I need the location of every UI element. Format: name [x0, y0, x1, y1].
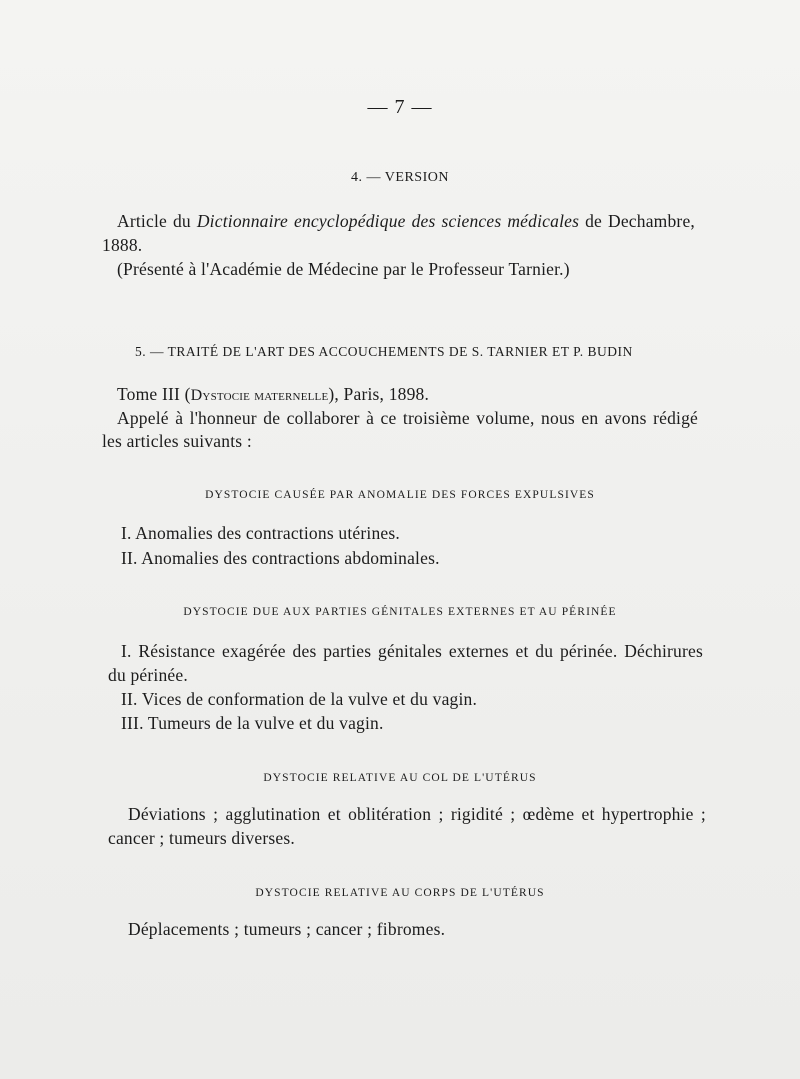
topic-3-heading: DYSTOCIE RELATIVE AU COL DE L'UTÉRUS [263, 772, 537, 784]
topic-1-line-1: I. Anomalies des contractions utérines. [121, 523, 400, 543]
topic-3-line-2: cancer ; tumeurs diverses. [108, 828, 295, 848]
topic-1-line-2: II. Anomalies des contractions abdominales. [121, 548, 440, 568]
section-4-year: 1888. [102, 235, 143, 255]
section-4-presented: (Présenté à l'Académie de Médecine par le Professeur Tarnier.) [117, 259, 570, 279]
topic-2-line-4: III. Tumeurs de la vulve et du vagin. [121, 713, 384, 733]
section-5-intro-line-1: Appelé à l'honneur de collaborer à ce troisième volume, nous en avons rédigé [117, 408, 698, 428]
section-4-heading: 4. — VERSION [351, 170, 449, 185]
article-suffix: de Dechambre, [579, 211, 695, 231]
page-number: — 7 — [367, 96, 433, 118]
section-5-intro-line-2: les articles suivants : [102, 431, 252, 451]
topic-3-line-1: Déviations ; agglutination et oblitération ; rigidité ; œdème et hypertrophie ; [128, 804, 706, 824]
section-4-article-line [117, 211, 695, 232]
section-5-heading: 5. — TRAITÉ DE L'ART DES ACCOUCHEMENTS DE S. TARNIER ET P. BUDIN [135, 344, 633, 359]
article-prefix: Article du [117, 211, 197, 231]
topic-2-line-3: II. Vices de conformation de la vulve et du vagin. [121, 689, 478, 709]
tome-suffix: ), Paris, 1898. [328, 384, 430, 404]
topic-2-line-2: du périnée. [108, 665, 188, 685]
topic-2-heading: DYSTOCIE DUE AUX PARTIES GÉNITALES EXTERNES ET AU PÉRINÉE [183, 606, 617, 618]
topic-1-heading: DYSTOCIE CAUSÉE PAR ANOMALIE DES FORCES EXPULSIVES [205, 489, 595, 501]
tome-prefix: Tome III ( [117, 384, 191, 404]
tome-smallcaps: Dystocie maternelle [190, 387, 329, 404]
topic-2-line-1: I. Résistance exagérée des parties génitales externes et du périnée. Déchirures [121, 641, 703, 661]
section-5-tome-line [117, 384, 429, 405]
article-title: Dictionnaire encyclopédique des sciences médicales [196, 211, 580, 231]
topic-4-line-1: Déplacements ; tumeurs ; cancer ; fibromes. [128, 919, 446, 939]
topic-4-heading: DYSTOCIE RELATIVE AU CORPS DE L'UTÉRUS [255, 887, 545, 899]
